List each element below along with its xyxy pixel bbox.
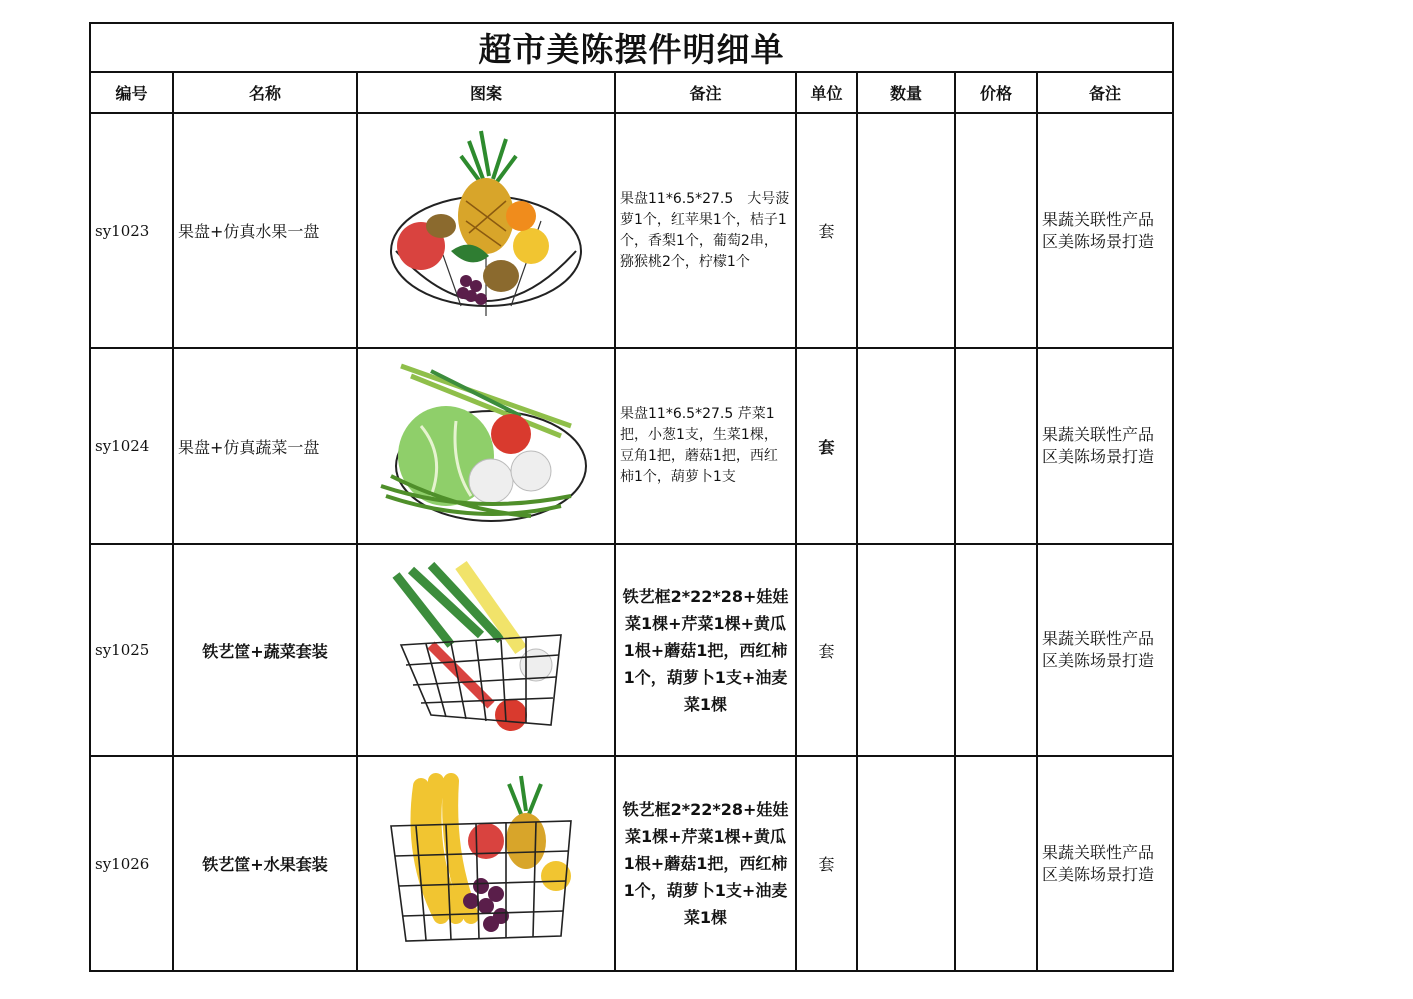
item-note: 铁艺框2*22*28+娃娃菜1棵+芹菜1棵+黄瓜1根+蘑菇1把，西红柿1个，葫萝卜1支+油麦菜1棵 (615, 756, 796, 971)
item-code: sy1023 (90, 113, 173, 348)
header-row (90, 72, 1173, 113)
item-remark: 果蔬关联性产品区美陈场景打造 (1037, 756, 1173, 971)
item-price[interactable] (955, 544, 1037, 756)
fruit-plate-image (357, 113, 615, 348)
item-name: 铁艺筐+蔬菜套装 (173, 544, 357, 756)
item-code: sy1024 (90, 348, 173, 544)
item-name: 果盘+仿真蔬菜一盘 (173, 348, 357, 544)
item-note: 果盘11*6.5*27.5 大号菠萝1个，红苹果1个，桔子1个，香梨1个，葡萄2串，猕猴桃2个，柠檬1个 (615, 113, 796, 348)
header-code: 编号 (90, 72, 173, 113)
detail-table (89, 22, 1174, 972)
fruit-basket-image (357, 756, 615, 971)
item-price[interactable] (955, 756, 1037, 971)
item-unit: 套 (796, 544, 857, 756)
item-code: sy1025 (90, 544, 173, 756)
item-quantity[interactable] (857, 113, 955, 348)
item-name: 果盘+仿真水果一盘 (173, 113, 357, 348)
item-quantity[interactable] (857, 544, 955, 756)
header-remark: 备注 (1037, 72, 1173, 113)
table-row (90, 756, 1173, 971)
vegetable-basket-image (357, 544, 615, 756)
item-note: 铁艺框2*22*28+娃娃菜1棵+芹菜1棵+黄瓜1根+蘑菇1把，西红柿1个，葫萝卜1支+油麦菜1棵 (615, 544, 796, 756)
item-price[interactable] (955, 348, 1037, 544)
header-quantity: 数量 (857, 72, 955, 113)
item-remark: 果蔬关联性产品区美陈场景打造 (1037, 348, 1173, 544)
item-note: 果盘11*6.5*27.5 芹菜1把，小葱1支，生菜1棵，豆角1把，蘑菇1把，西红柿1个，葫萝卜1支 (615, 348, 796, 544)
item-unit: 套 (796, 756, 857, 971)
item-quantity[interactable] (857, 756, 955, 971)
item-price[interactable] (955, 113, 1037, 348)
table-row (90, 113, 1173, 348)
header-name: 名称 (173, 72, 357, 113)
header-price: 价格 (955, 72, 1037, 113)
header-picture: 图案 (357, 72, 615, 113)
item-name: 铁艺筐+水果套装 (173, 756, 357, 971)
header-note: 备注 (615, 72, 796, 113)
item-remark: 果蔬关联性产品区美陈场景打造 (1037, 113, 1173, 348)
item-remark: 果蔬关联性产品区美陈场景打造 (1037, 544, 1173, 756)
table-row (90, 348, 1173, 544)
item-quantity[interactable] (857, 348, 955, 544)
header-unit: 单位 (796, 72, 857, 113)
item-unit: 套 (796, 113, 857, 348)
table-row (90, 544, 1173, 756)
vegetable-plate-image (357, 348, 615, 544)
sheet-title: 超市美陈摆件明细单 (90, 23, 1173, 72)
item-code: sy1026 (90, 756, 173, 971)
item-unit: 套 (796, 348, 857, 544)
